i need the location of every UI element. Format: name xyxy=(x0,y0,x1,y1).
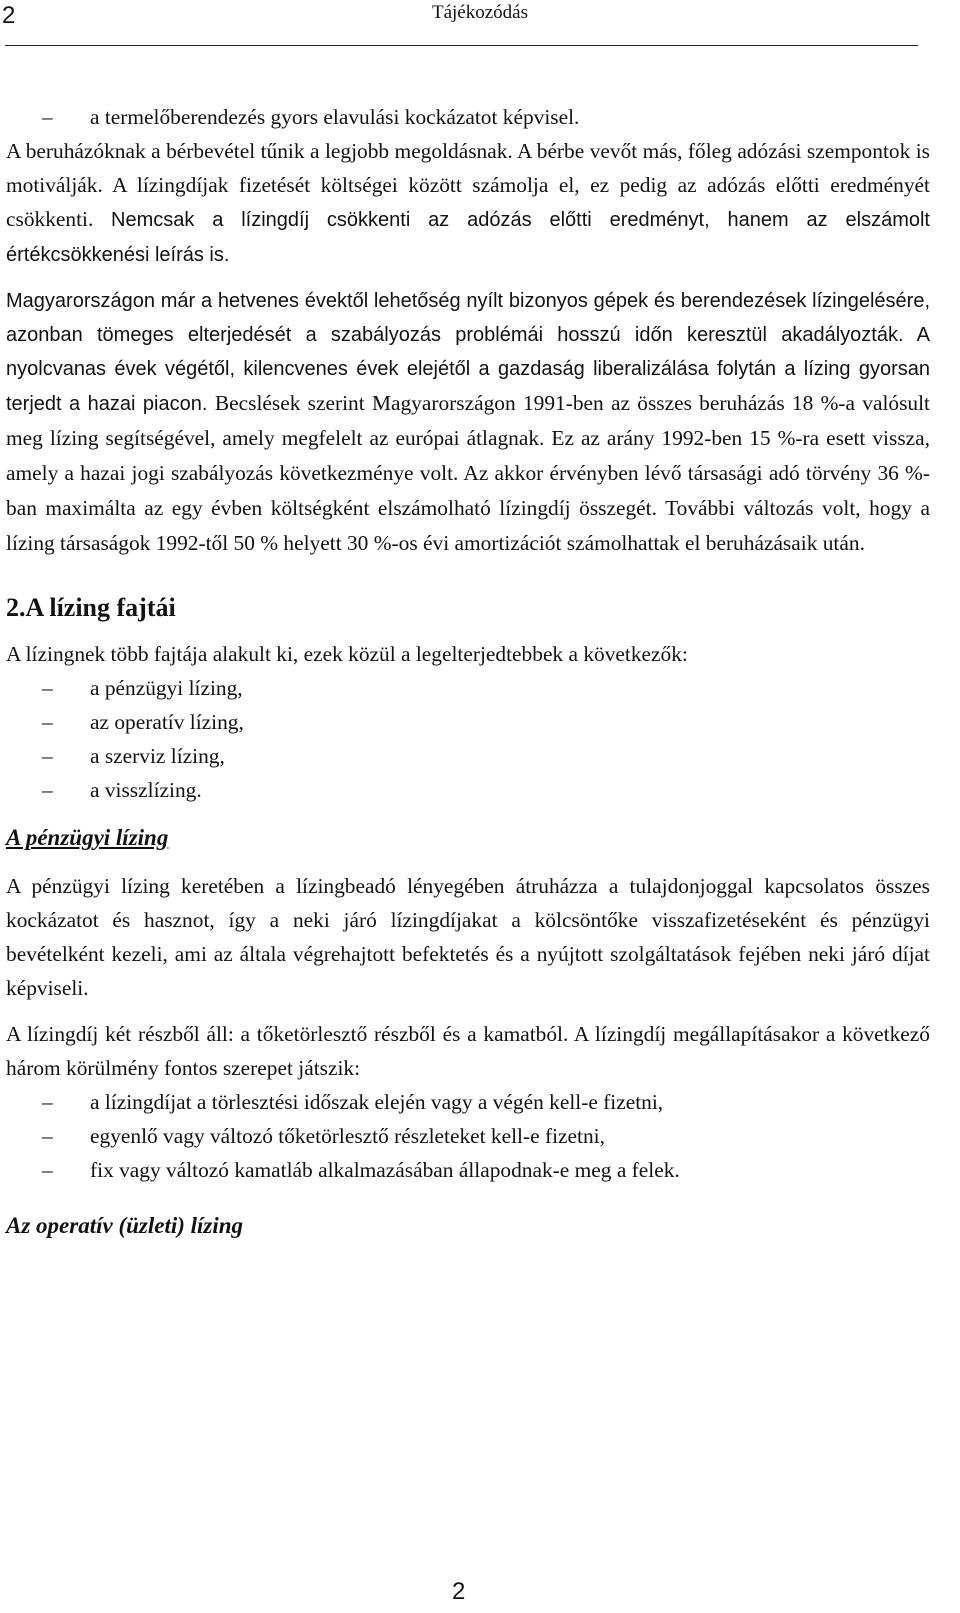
header-page-number: 2 xyxy=(2,2,16,29)
page-body xyxy=(6,100,930,1243)
history-paragraph xyxy=(6,284,930,561)
footer-page-number: 2 xyxy=(452,1578,466,1605)
running-title: Tájékozódás xyxy=(431,2,528,23)
section-lead: A lízingnek több fajtája alakult ki, ezek közül a legelterjedtebbek a következők: xyxy=(6,642,688,666)
list-item: – a termelőberendezés gyors elavulási kockázatot képvisel. xyxy=(6,100,930,134)
list-item: – a szerviz lízing, xyxy=(6,739,930,773)
leasing-types-list xyxy=(6,671,930,807)
list-item: – egyenlő vagy változó tőketörlesztő részleteket kell-e fizetni, xyxy=(6,1119,930,1153)
intro-bullet-list xyxy=(6,100,930,134)
list-item: – az operatív lízing, xyxy=(6,705,930,739)
paragraph-text: Becslések szerint Magyarországon 1991-ben az összes beruházás 18 %-a valósult meg lízing segítségével, amely megfelelt az európai átlagnak. Ez az arány 1992-ben 15 %-ra esett vissza, amely a hazai jogi szabályozás következménye volt. Az akkor érvényben lévő társasági adó törvény 36 %-ban maximálta az egy évben költségként elszámolható lízingdíj összegét. További változás volt, hogy a lízing társaságok 1992-től 50 % helyett 30 %-os évi amortizációt számolhattak el beruházásaik után. xyxy=(6,391,931,555)
list-item: – a lízingdíjat a törlesztési időszak elején vagy a végén kell-e fizetni, xyxy=(6,1085,930,1119)
dash-bullet-icon: – xyxy=(42,676,53,700)
paragraph-text: A beruházóknak a bérbevétel tűnik a legjobb megoldásnak. A bérbe vevőt más, főleg adózási szempontok is motiválják. A lízingdíjak fizetését költségei között számolja el, ez pedig az adózás előtti eredményét csökkenti. xyxy=(6,139,930,231)
subsection-heading: Az operatív (üzleti) lízing xyxy=(6,1213,244,1238)
fee-conditions-list xyxy=(6,1085,930,1187)
paragraph-text-sans: Magyarországon már a hetvenes évektől lehetőség nyílt bizonyos gépek és berendezések lízingelésére, azonban tömeges elterjedését a szabályozás problémái hosszú időn keresztül akadályozták. A nyolcvanas évek végétől, kilencvenes évek elejétől a gazdaság liberalizálása folytán a lízing gyorsan terjedt a hazai piacon. xyxy=(6,290,930,415)
dash-bullet-icon: – xyxy=(42,778,53,802)
financial-leasing-paragraph: A pénzügyi lízing keretében a lízingbeadó lényegében átruházza a tulajdonjoggal kapcsolatos összes kockázatot és hasznot, így a neki járó lízingdíjakat a kölcsöntőke visszafizetéseként és pénzügyi bevételként kezeli, ami az általa végrehajtott befektetés és a nyújtott szolgáltatások fejében neki járó díjat képviseli. xyxy=(6,874,930,1000)
leasing-fee-paragraph: A lízingdíj két részből áll: a tőketörlesztő részből és a kamatból. A lízingdíj megállapításakor a következő három körülmény fontos szerepet játszik: xyxy=(6,1022,930,1080)
dash-bullet-icon: – xyxy=(42,1124,53,1148)
dash-bullet-icon: – xyxy=(42,744,53,768)
dash-bullet-icon: – xyxy=(42,710,53,734)
list-item: – a pénzügyi lízing, xyxy=(6,671,930,705)
header-rule xyxy=(5,45,918,46)
subsection-heading: A pénzügyi lízing xyxy=(6,825,169,850)
list-item: – fix vagy változó kamatláb alkalmazásában állapodnak-e meg a felek. xyxy=(6,1153,930,1187)
dash-bullet-icon: – xyxy=(42,105,53,129)
dash-bullet-icon: – xyxy=(42,1090,53,1114)
list-item: – a visszlízing. xyxy=(6,773,930,807)
dash-bullet-icon: – xyxy=(42,1158,53,1182)
section-heading: 2.A lízing fajtái xyxy=(6,593,176,622)
page-header xyxy=(0,0,960,48)
paragraph-text-sans: Nemcsak a lízingdíj csökkenti az adózás előtti eredményt, hanem az elszámolt értékcsökkenési leírás is. xyxy=(6,209,930,266)
intro-paragraph xyxy=(6,134,930,272)
